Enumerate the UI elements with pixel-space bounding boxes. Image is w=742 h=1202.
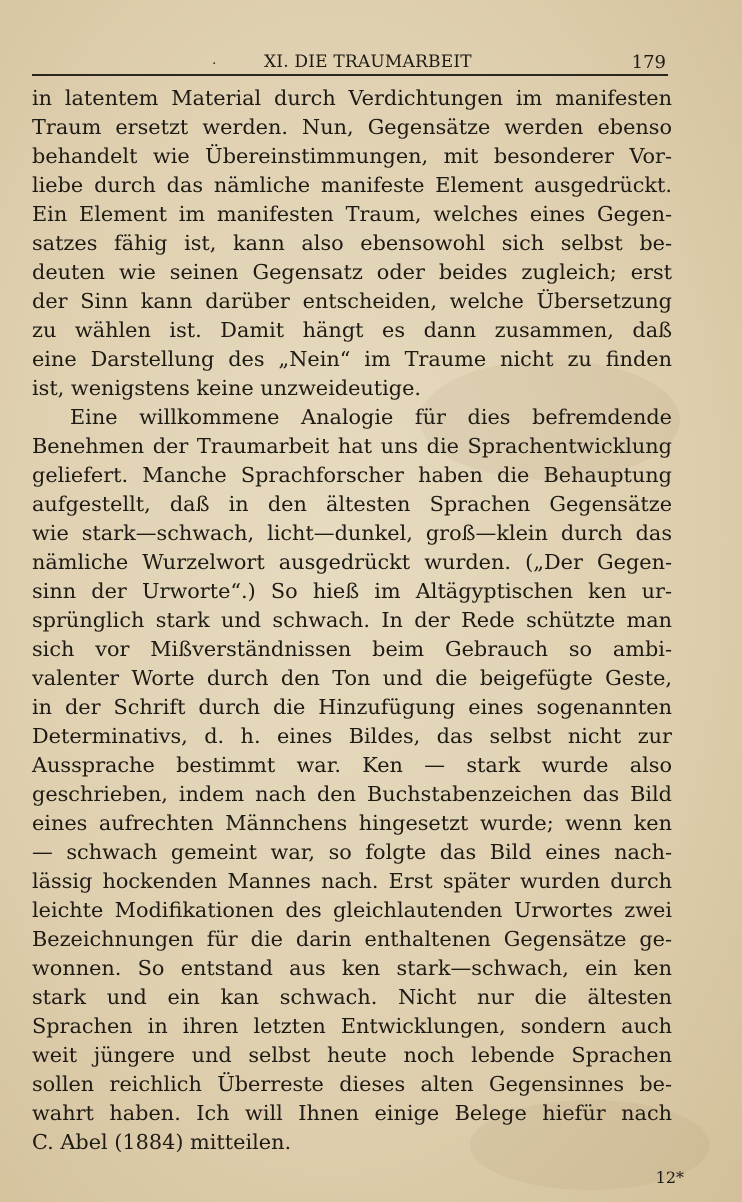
running-title: XI. DIE TRAUMARBEIT (264, 52, 472, 72)
text-line: leichte Modifikationen des gleichlautenden Urwortes zwei (32, 898, 672, 922)
text-line: Determinativs, d. h. eines Bildes, das selbst nicht zur (32, 724, 672, 748)
text-line: Traum ersetzt werden. Nun, Gegensätze werden ebenso (32, 115, 672, 139)
text-line: Aussprache bestimmt war. Ken — stark wurde also (32, 753, 672, 777)
text-line: in latentem Material durch Verdichtungen im manifesten (32, 86, 672, 110)
text-line: lässig hockenden Mannes nach. Erst später wurden durch (32, 869, 672, 893)
text-line: geliefert. Manche Sprachforscher haben die Behauptung (32, 463, 672, 487)
text-line: eines aufrechten Männchens hingesetzt wurde; wenn ken (32, 811, 672, 835)
header-mark: · (212, 56, 217, 72)
text-line: weit jüngere und selbst heute noch lebende Sprachen (32, 1043, 672, 1067)
text-line: stark und ein kan schwach. Nicht nur die ältesten (32, 985, 672, 1009)
text-line: Bezeichnungen für die darin enthaltenen Gegensätze ge- (32, 927, 672, 951)
text-line: Benehmen der Traumarbeit hat uns die Sprachentwicklung (32, 434, 672, 458)
page-number: 179 (631, 52, 666, 73)
text-line: eine Darstellung des „Nein“ im Traume nicht zu finden (32, 347, 672, 371)
text-line: geschrieben, indem nach den Buchstabenzeichen das Bild (32, 782, 672, 806)
text-line: satzes fähig ist, kann also ebensowohl sich selbst be- (32, 231, 672, 255)
text-line: behandelt wie Übereinstimmungen, mit besonderer Vor- (32, 144, 672, 168)
text-line: in der Schrift durch die Hinzufügung eines sogenannten (32, 695, 672, 719)
text-line: sprünglich stark und schwach. In der Rede schützte man (32, 608, 672, 632)
text-line: liebe durch das nämliche manifeste Element ausgedrückt. (32, 173, 672, 197)
text-line: Sprachen in ihren letzten Entwicklungen, sondern auch (32, 1014, 672, 1038)
text-line: wonnen. So entstand aus ken stark—schwach, ein ken (32, 956, 672, 980)
text-line: wie stark—schwach, licht—dunkel, groß—klein durch das (32, 521, 672, 545)
signature-mark: 12* (655, 1168, 684, 1187)
text-line: valenter Worte durch den Ton und die beigefügte Geste, (32, 666, 672, 690)
text-line: wahrt haben. Ich will Ihnen einige Belege hiefür nach (32, 1101, 672, 1125)
text-line: zu wählen ist. Damit hängt es dann zusammen, daß (32, 318, 672, 342)
body-text (32, 84, 672, 1157)
text-line: sich vor Mißverständnissen beim Gebrauch so ambi- (32, 637, 672, 661)
text-line: nämliche Wurzelwort ausgedrückt wurden. („Der Gegen- (32, 550, 672, 574)
text-line: C. Abel (1884) mitteilen. (32, 1130, 292, 1154)
text-line: deuten wie seinen Gegensatz oder beides zugleich; erst (32, 260, 672, 284)
running-header (32, 44, 668, 78)
text-line: sollen reichlich Überreste dieses alten Gegensinnes be- (32, 1072, 672, 1096)
header-rule (32, 74, 668, 76)
text-line: aufgestellt, daß in den ältesten Sprachen Gegensätze (32, 492, 672, 516)
text-line: der Sinn kann darüber entscheiden, welche Übersetzung (32, 289, 672, 313)
text-line: Eine willkommene Analogie für dies befremdende (70, 405, 672, 429)
text-line: Ein Element im manifesten Traum, welches eines Gegen- (32, 202, 672, 226)
text-line: — schwach gemeint war, so folgte das Bild eines nach- (32, 840, 672, 864)
text-line: sinn der Urworte“.) So hieß im Altägyptischen ken ur- (32, 579, 672, 603)
text-line: ist, wenigstens keine unzweideutige. (32, 376, 422, 400)
